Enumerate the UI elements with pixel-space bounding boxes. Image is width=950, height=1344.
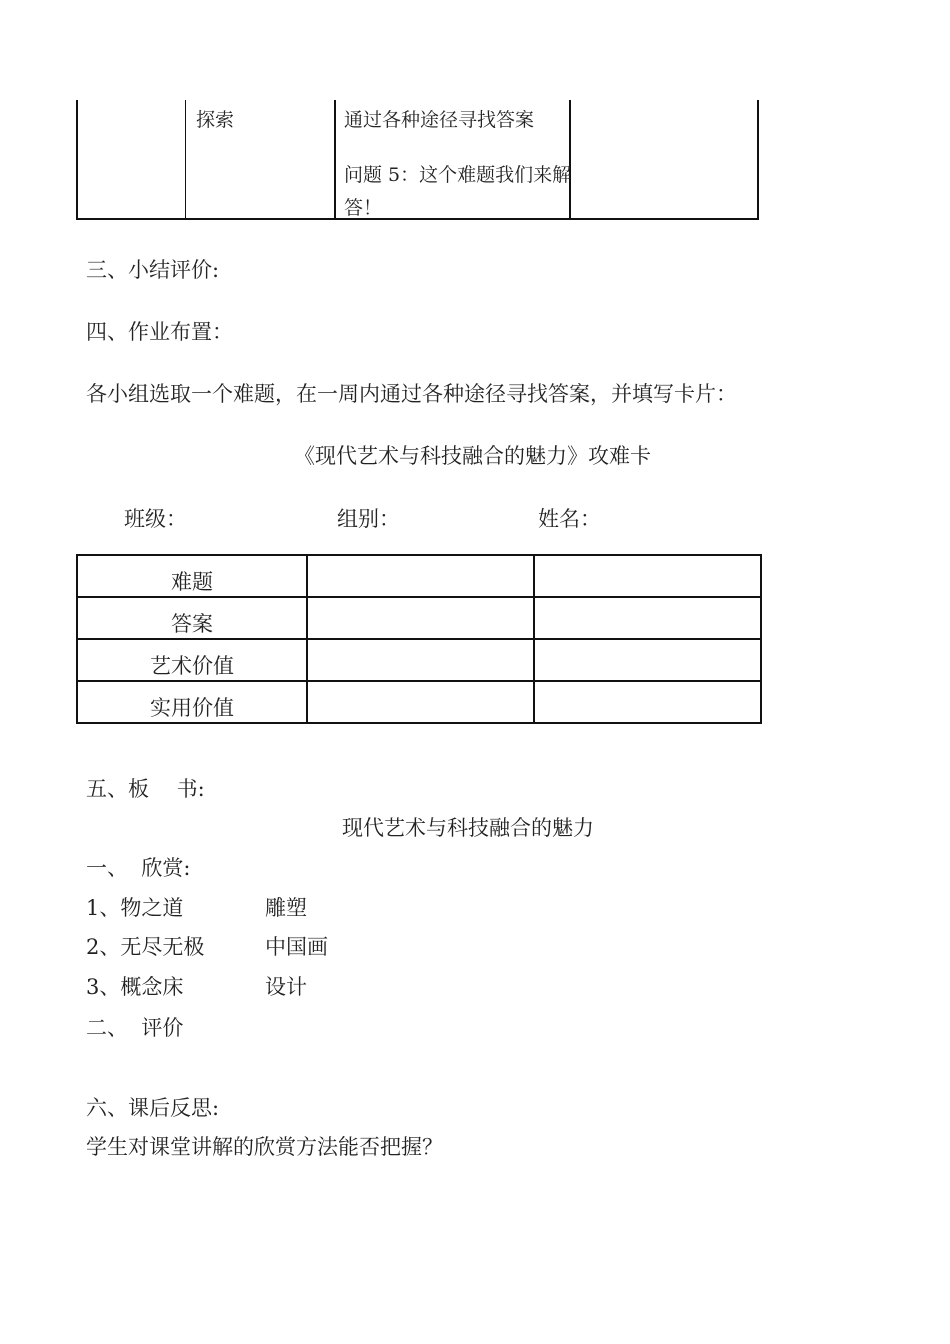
row-label-art-value: 艺术价值 xyxy=(77,639,307,681)
table-row xyxy=(77,681,761,723)
table-row xyxy=(77,597,761,639)
reflection-heading: 六、课后反思: xyxy=(86,1096,220,1120)
field-class-label: 班级： xyxy=(124,507,187,531)
table-row xyxy=(77,555,761,597)
homework-heading: 四、作业布置： xyxy=(86,320,233,344)
field-group-label: 组别： xyxy=(337,507,400,531)
table-cell-empty xyxy=(534,597,761,639)
table-border-col1 xyxy=(185,100,186,220)
table-cell-empty xyxy=(307,555,534,597)
field-name-label: 姓名： xyxy=(538,507,601,531)
table-cell-empty xyxy=(534,681,761,723)
table-border-bottom xyxy=(76,218,759,220)
table-cell-empty xyxy=(307,639,534,681)
table-border-right xyxy=(757,100,759,220)
table-cell-question-line2: 答！ xyxy=(344,197,383,219)
table-cell-empty xyxy=(534,555,761,597)
table-border-left xyxy=(76,100,78,220)
reflection-text: 学生对课堂讲解的欣赏方法能否把握？ xyxy=(86,1135,443,1159)
table-cell-empty xyxy=(307,681,534,723)
board-item-right: 设计 xyxy=(265,975,307,999)
board-item-left: 2、无尽无极 xyxy=(86,935,205,959)
table-cell-method: 通过各种途径寻找答案 xyxy=(344,109,535,131)
board-item-left: 3、概念床 xyxy=(86,975,184,999)
table-cell-question-line1: 问题 5：这个难题我们来解 xyxy=(344,164,572,186)
board-part2: 二、 评价 xyxy=(86,1016,184,1040)
board-heading: 五、板 书: xyxy=(86,777,205,801)
homework-text: 各小组选取一个难题，在一周内通过各种途径寻找答案，并填写卡片： xyxy=(86,382,737,406)
card-table xyxy=(76,554,762,724)
board-item-left: 1、物之道 xyxy=(86,896,184,920)
row-label-practical-value: 实用价值 xyxy=(77,681,307,723)
row-label-difficulty: 难题 xyxy=(77,555,307,597)
board-item-right: 中国画 xyxy=(265,935,328,959)
summary-heading: 三、小结评价: xyxy=(86,258,220,282)
board-title: 现代艺术与科技融合的魅力 xyxy=(342,816,594,840)
table-cell-explore: 探索 xyxy=(196,109,235,131)
card-title: 《现代艺术与科技融合的魅力》攻难卡 xyxy=(294,444,651,468)
board-item-right: 雕塑 xyxy=(265,896,307,920)
row-label-answer: 答案 xyxy=(77,597,307,639)
board-part1: 一、 欣赏: xyxy=(86,856,191,880)
table-row xyxy=(77,639,761,681)
table-cell-empty xyxy=(534,639,761,681)
table-border-col2 xyxy=(334,100,336,220)
table-cell-empty xyxy=(307,597,534,639)
